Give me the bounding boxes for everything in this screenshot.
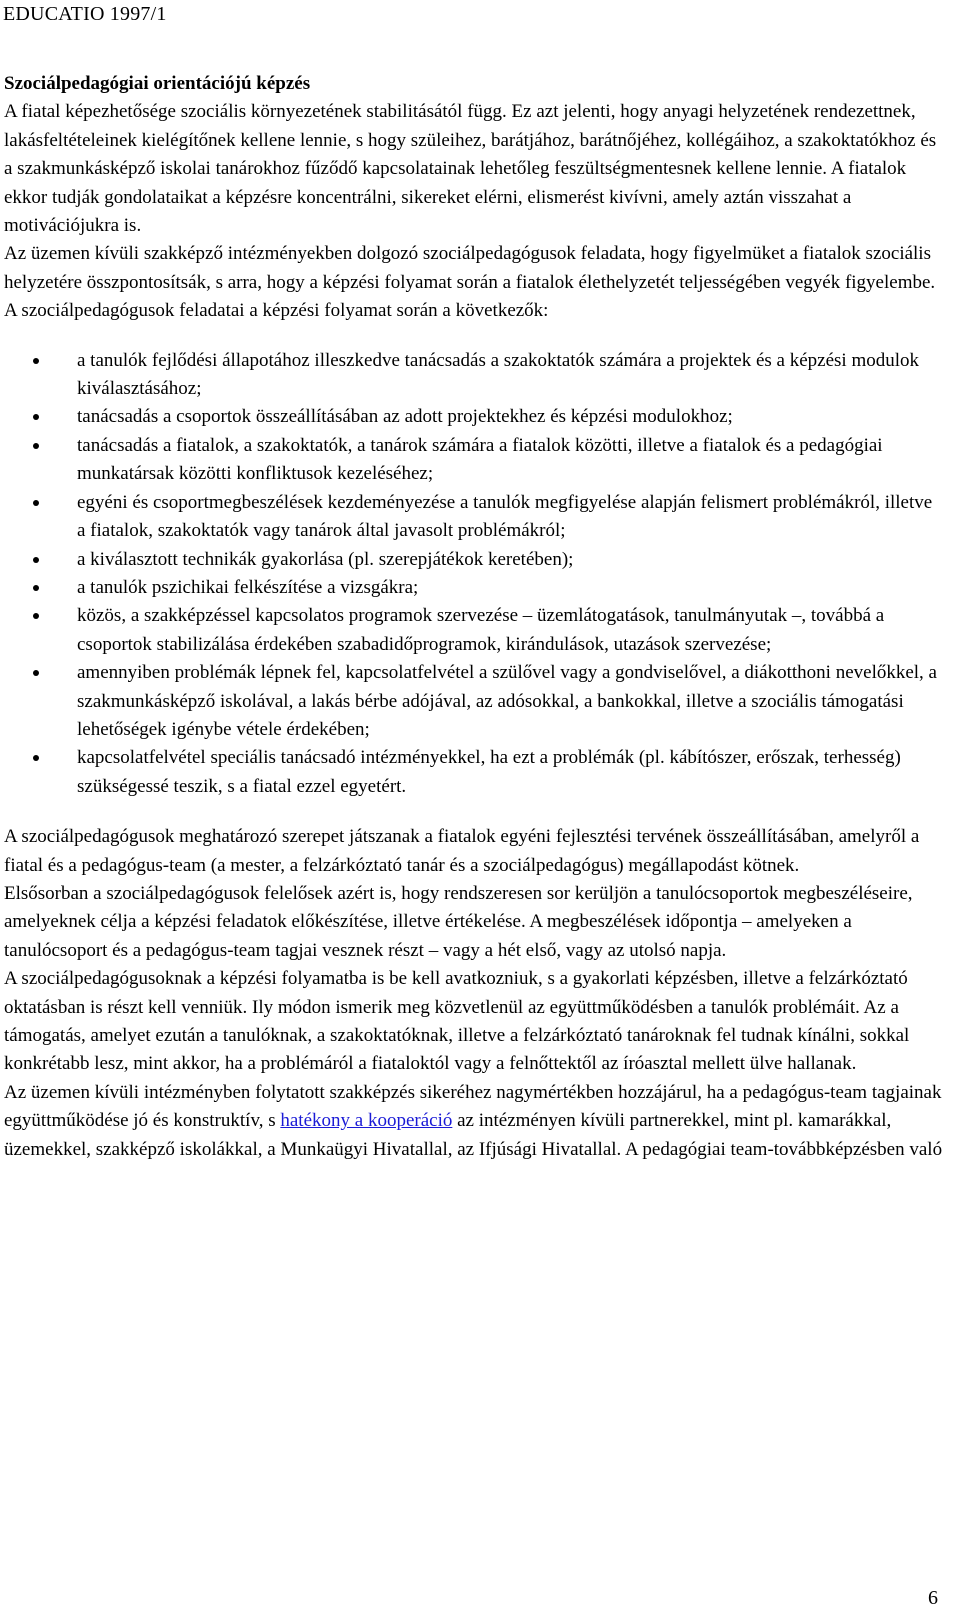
list-item-text: tanácsadás a csoportok összeállításában az adott projektekhez és képzési modulokhoz; xyxy=(77,406,733,428)
list-item xyxy=(77,347,944,404)
bullet-icon xyxy=(33,500,39,506)
paragraph-3: A szociálpedagógusok feladatai a képzési folyamat során a következők: xyxy=(4,300,549,322)
paragraph-5: Elsősorban a szociálpedagógusok felelősek azért is, hogy rendszeresen sor kerüljön a tanulócsoportok megbeszéléseire, amelyeknek célja a képzési feladatok előkészítése, illetve értékelése. A megbeszélések időpontja – amelyeken a tanulócsoport és a pedagógus-team tagjai vesznek részt – vagy a hét első, vagy az utolsó napja. xyxy=(4,882,913,961)
bullet-icon xyxy=(33,557,39,563)
section-title: Szociálpedagógiai orientációjú képzés xyxy=(4,73,311,94)
list-item xyxy=(77,744,944,801)
bullet-icon xyxy=(33,585,39,591)
list-item xyxy=(77,659,944,744)
article-body xyxy=(4,70,944,1164)
list-item-text: a kiválasztott technikák gyakorlása (pl. szerepjátékok keretében); xyxy=(77,548,574,570)
paragraph-1: A fiatal képezhetősége szociális környezetének stabilitásától függ. Ez azt jelenti, hogy anyagi helyzetének rendezettnek, lakásfeltételeinek kielégítőnek kellene lennie, s hogy szüleihez, barátjához, barátnőjéhez, kollégáihoz, a szakoktatókhoz és a szakmunkásképző iskolai tanárokhoz fűződő kapcsolatainak lehetőleg feszültségmentesnek kellene lennie. A fiatalok ekkor tudják gondolataikat a képzésre koncentrálni, sikereket elérni, elismerést kivívni, amely aztán visszahat a motivációjukra is. xyxy=(4,101,937,237)
paragraph-2: Az üzemen kívüli szakképző intézményekben dolgozó szociálpedagógusok feladata, hogy figyelmüket a fiatalok szociális helyzetére összpontosítsák, s arra, hogy a képzési folyamat során a fiatalok élethelyzetét teljességében vegyék figyelembe. xyxy=(4,243,936,293)
paragraph-4: A szociálpedagógusok meghatározó szerepet játszanak a fiatalok egyéni fejlesztési tervének összeállításában, amelyről a fiatal és a pedagógus-team (a mester, a felzárkóztató tanár és a szociálpedagógus) megállapodást kötnek. xyxy=(4,826,920,876)
bullet-icon xyxy=(33,443,39,449)
bullet-icon xyxy=(33,670,39,676)
cooperation-link[interactable]: hatékony a kooperáció xyxy=(280,1110,453,1132)
paragraph-7-end: az intézményen kívüli partnerekkel, mint pl. kamarákkal, üzemekkel, szakképző iskolákkal, a Munkaügyi Hivatallal, az Ifjúsági Hivatallal. A pedagógiai team-továbbképzésben való xyxy=(4,1110,943,1160)
bullet-icon xyxy=(33,414,39,420)
list-item xyxy=(77,403,944,431)
bullet-icon xyxy=(33,613,39,619)
list-item xyxy=(77,602,944,659)
list-item-text: egyéni és csoportmegbeszélések kezdeményezése a tanulók megfigyelése alapján felismert problémákról, illetve a fiatalok, szakoktatók vagy tanárok által javasolt problémákról; xyxy=(77,491,933,542)
list-item-text: a tanulók fejlődési állapotához illeszkedve tanácsadás a szakoktatók számára a projektek és a képzési modulok kiválasztásához; xyxy=(77,349,920,400)
bullet-icon xyxy=(33,755,39,761)
paragraph-6: A szociálpedagógusoknak a képzési folyamatba is be kell avatkozniuk, s a gyakorlati képzésben, illetve a felzárkóztató oktatásban is részt kell venniük. Ily módon ismerik meg közvetlenül az együttműködésben a tanulók problémáit. Az a támogatás, amelyet ezután a tanulóknak, a szakoktatóknak, illetve a felzárkóztató tanároknak fel tudnak kínálni, sokkal konkrétabb lesz, mint akkor, ha a problémáról a fiataloktól vagy a felnőttektől az íróasztal mellett ülve hallanak. xyxy=(4,968,910,1075)
list-item-text: tanácsadás a fiatalok, a szakoktatók, a tanárok számára a fiatalok közötti, illetve a fiatalok és a pedagógiai munkatársak közötti konfliktusok kezeléséhez; xyxy=(77,434,883,485)
list-item-text: közös, a szakképzéssel kapcsolatos programok szervezése – üzemlátogatások, tanulmányutak –, továbbá a csoportok stabilizálása érdekében szabadidőprogramok, kirándulások, utazások szervezése; xyxy=(77,605,885,655)
page-number: 6 xyxy=(928,1587,938,1609)
bullet-icon xyxy=(33,358,39,364)
list-item-text: amennyiben problémák lépnek fel, kapcsolatfelvétel a szülővel vagy a gondviselővel, a diákotthoni nevelőkkel, a szakmunkásképző iskolával, a lakás bérbe adójával, az adósokkal, a bankokkal, illetve a szociális támogatási lehetőségek igénybe vétele érdekében; xyxy=(77,662,937,740)
list-item xyxy=(77,432,944,489)
list-item-text: kapcsolatfelvétel speciális tanácsadó intézményekkel, ha ezt a problémák (pl. kábítószer, erőszak, terhesség) szükségessé teszik, s a fiatal ezzel egyetért. xyxy=(77,747,901,797)
paragraph-7-start: Az üzemen kívüli intézményben folytatott szakképzés sikeréhez nagymértékben hozzájárul, ha a pedagógus-team tagjainak együttműködése jó és konstruktív, s xyxy=(4,1081,942,1132)
paragraph-7 xyxy=(4,1079,944,1164)
running-header: EDUCATIO 1997/1 xyxy=(3,3,167,25)
list-item xyxy=(77,489,944,546)
list-item xyxy=(77,546,944,574)
list-item xyxy=(77,574,944,602)
list-item-text: a tanulók pszichikai felkészítése a vizsgákra; xyxy=(77,576,419,598)
task-list xyxy=(4,347,944,802)
